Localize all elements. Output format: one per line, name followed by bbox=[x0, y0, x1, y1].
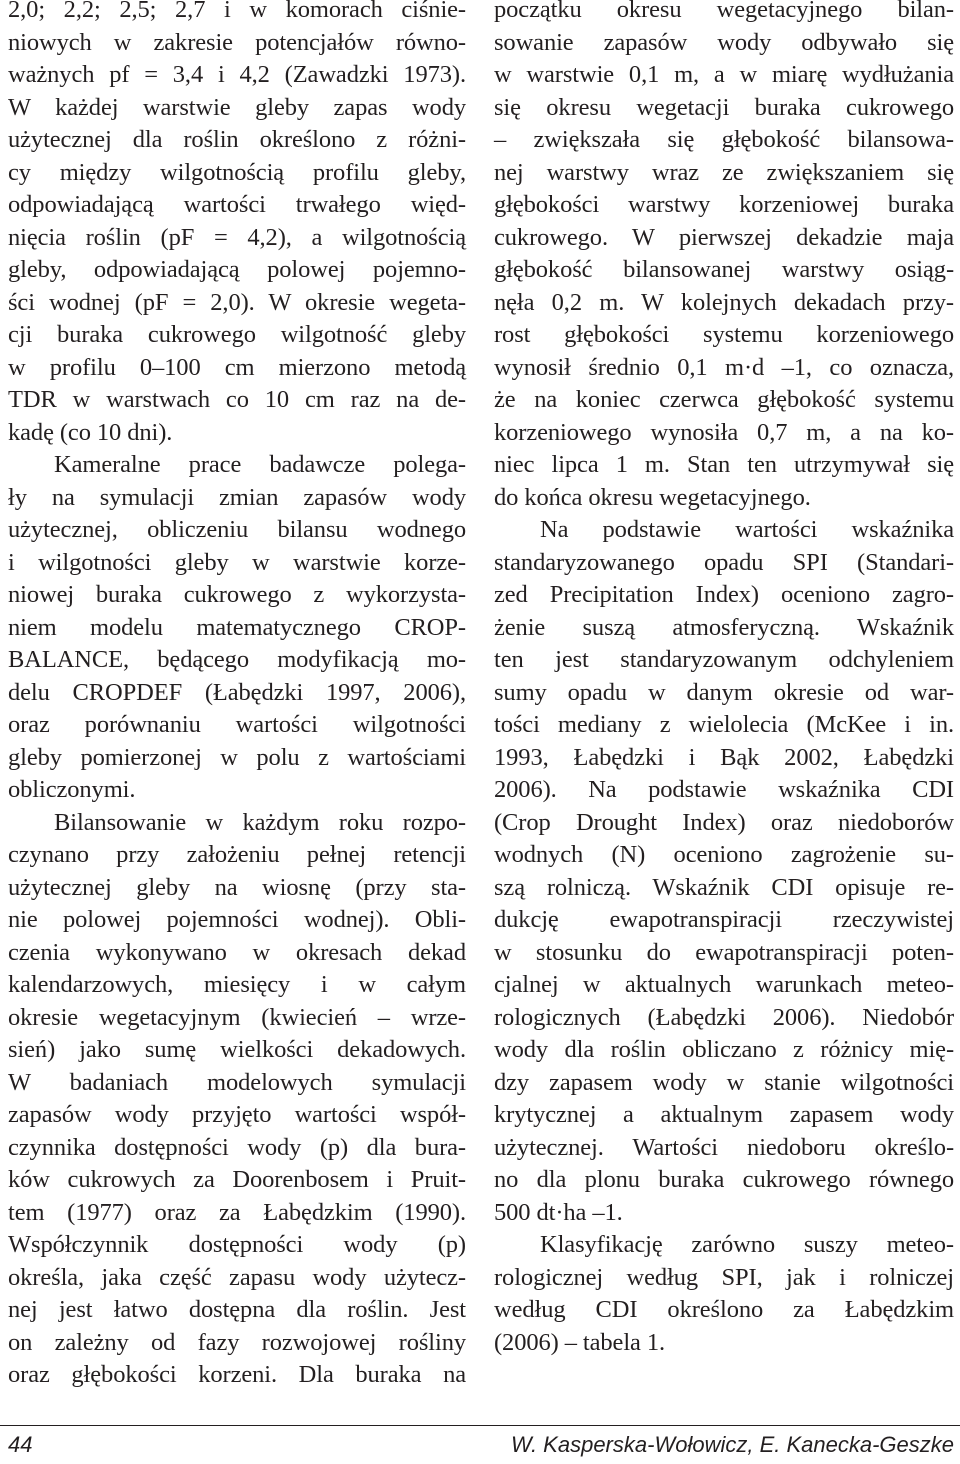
text-line: niowej buraka cukrowego z wykorzysta- bbox=[8, 581, 466, 608]
text-line: rologicznych (Łabędzki 2006). Niedobór bbox=[494, 1003, 954, 1031]
text-line: że na koniec czerwca głębokość systemu bbox=[494, 386, 954, 413]
text-line: krytycznej a aktualnym zapasem wody bbox=[494, 1101, 954, 1128]
text-line: sień) jako sumę wielkości dekadowych. bbox=[8, 1036, 466, 1063]
text-line: TDR w warstwach co 10 cm raz na de- bbox=[8, 386, 466, 413]
text-line: (Crop Drought Index) oraz niedoborów bbox=[494, 808, 954, 836]
text-line: według CDI określono za Łabędzkim bbox=[494, 1296, 954, 1323]
text-line: Współczynnik dostępności wody (p) bbox=[8, 1231, 466, 1258]
text-line: kadę (co 10 dni). bbox=[8, 418, 173, 446]
text-line: oraz porównaniu wartości wilgotności bbox=[8, 711, 466, 738]
text-line: ważnych pf = 3,4 i 4,2 (Zawadzki 1973). bbox=[8, 61, 466, 88]
text-line: Na podstawie wartości wskaźnika bbox=[540, 516, 954, 543]
text-line: sowanie zapasów wody odbywało się bbox=[494, 28, 954, 56]
text-line: głębokość bilansowanej warstwy osiąg- bbox=[494, 256, 954, 283]
text-line: wody dla roślin obliczano z różnicy mię- bbox=[494, 1036, 954, 1063]
text-line: gleby, odpowiadającą polowej pojemno- bbox=[8, 256, 466, 283]
text-line: W każdej warstwie gleby zapas wody bbox=[8, 93, 466, 121]
text-line: w warstwie 0,1 m, a w miarę wydłużania bbox=[494, 61, 954, 88]
text-line: sumy opadu w danym okresie od war- bbox=[494, 678, 954, 706]
text-line: zapasów wody przyjęto wartości współ- bbox=[8, 1101, 466, 1128]
text-line: ków cukrowych za Doorenbosem i Pruit- bbox=[8, 1166, 466, 1193]
text-line: żenie suszą atmosferyczną. Wskaźnik bbox=[494, 613, 954, 641]
text-line: użytecznej. Wartości niedoboru określo- bbox=[494, 1133, 954, 1161]
text-line: okresie wegetacyjnym (kwiecień – wrze- bbox=[8, 1003, 466, 1031]
text-line: użytecznej, obliczeniu bilansu wodnego bbox=[8, 516, 466, 543]
text-line: ły na symulacji zmian zapasów wody bbox=[8, 483, 466, 511]
text-line: się okresu wegetacji buraka cukrowego bbox=[494, 93, 954, 121]
text-line: BALANCE, będącego modyfikacją mo- bbox=[8, 646, 466, 673]
text-line: w stosunku do ewapotranspiracji poten- bbox=[494, 938, 954, 966]
text-line: cji buraka cukrowego wilgotność gleby bbox=[8, 321, 466, 348]
text-line: cy między wilgotnością profilu gleby, bbox=[8, 158, 466, 186]
text-line: korzeniowego wynosiła 0,7 m, a na ko- bbox=[494, 418, 954, 446]
text-line: użytecznej gleby na wiosnę (przy sta- bbox=[8, 873, 466, 901]
text-line: i wilgotności gleby w warstwie korze- bbox=[8, 548, 466, 576]
page-number: 44 bbox=[8, 1432, 33, 1457]
text-line: (2006) – tabela 1. bbox=[494, 1328, 666, 1356]
right-text-column bbox=[494, 0, 954, 1359]
text-line: dzy zapasem wody w stanie wilgotności bbox=[494, 1068, 954, 1096]
text-line: 2,0; 2,2; 2,5; 2,7 i w komorach ciśnie- bbox=[8, 0, 466, 23]
text-line: nięcia roślin (pF = 4,2), a wilgotnością bbox=[8, 223, 466, 251]
text-line: początku okresu wegetacyjnego bilan- bbox=[494, 0, 954, 23]
text-line: głębokości warstwy korzeniowej buraka bbox=[494, 191, 954, 218]
text-line: tem (1977) oraz za Łabędzkim (1990). bbox=[8, 1198, 466, 1226]
text-line: czynano przy założeniu pełnej retencji bbox=[8, 841, 466, 868]
text-line: nej jest łatwo dostępna dla roślin. Jest bbox=[8, 1296, 466, 1323]
text-line: 1993, Łabędzki i Bąk 2002, Łabędzki bbox=[494, 743, 954, 771]
text-line: standaryzowanego opadu SPI (Standari- bbox=[494, 548, 954, 576]
text-line: – zwiększała się głębokość bilansowa- bbox=[494, 126, 954, 153]
text-line: Klasyfikację zarówno suszy meteo- bbox=[540, 1231, 954, 1258]
text-line: cjalnej w aktualnych warunkach meteo- bbox=[494, 971, 954, 998]
text-line: niec lipca 1 m. Stan ten utrzymywał się bbox=[494, 451, 954, 478]
text-line: szą rolniczą. Wskaźnik CDI opisuje re- bbox=[494, 873, 954, 901]
text-line: no dla plonu buraka cukrowego równego bbox=[494, 1166, 954, 1193]
text-line: kalendarzowych, miesięcy i w całym bbox=[8, 971, 466, 998]
text-line: 2006). Na podstawie wskaźnika CDI bbox=[494, 776, 954, 803]
text-line: czenia wykonywano w okresach dekad bbox=[8, 938, 466, 966]
text-line: czynnika dostępności wody (p) dla bura- bbox=[8, 1133, 466, 1161]
text-line: obliczonymi. bbox=[8, 776, 136, 803]
text-line: W badaniach modelowych symulacji bbox=[8, 1068, 466, 1096]
text-line: on zależny od fazy rozwojowej rośliny bbox=[8, 1328, 466, 1356]
text-line: 500 dt·ha –1. bbox=[494, 1198, 623, 1226]
text-line: Bilansowanie w każdym roku rozpo- bbox=[54, 808, 466, 836]
text-line: nęła 0,2 m. W kolejnych dekadach przy- bbox=[494, 288, 954, 316]
text-line: oraz głębokości korzeni. Dla buraka na bbox=[8, 1361, 466, 1388]
text-line: określa, jaka część zapasu wody użytecz- bbox=[8, 1263, 466, 1291]
text-line: do końca okresu wegetacyjnego. bbox=[494, 483, 811, 511]
text-line: rologicznej według SPI, jak i rolniczej bbox=[494, 1263, 954, 1291]
text-line: użytecznej dla roślin określono z różni- bbox=[8, 126, 466, 153]
text-line: niem modelu matematycznego CROP- bbox=[8, 613, 466, 641]
text-line: cukrowego. W pierwszej dekadzie maja bbox=[494, 223, 954, 251]
running-author-footer: W. Kasperska-Wołowicz, E. Kanecka-Geszke bbox=[511, 1432, 954, 1457]
text-line: tości mediany z wielolecia (McKee i in. bbox=[494, 711, 954, 738]
text-line: wodnych (N) oceniono zagrożenie su- bbox=[494, 841, 954, 868]
text-line: nej warstwy wraz ze zwiększaniem się bbox=[494, 158, 954, 186]
text-line: nie polowej pojemności wodnej). Obli- bbox=[8, 906, 466, 933]
text-line: dukcję ewapotranspiracji rzeczywistej bbox=[494, 906, 954, 933]
left-text-column bbox=[8, 0, 466, 1392]
text-line: ści wodnej (pF = 2,0). W okresie wegeta- bbox=[8, 288, 466, 316]
text-line: niowych w zakresie potencjałów równo- bbox=[8, 28, 466, 56]
text-line: odpowiadającą wartości trwałego więd- bbox=[8, 191, 466, 218]
text-line: zed Precipitation Index) oceniono zagro- bbox=[494, 581, 954, 608]
text-line: wynosił średnio 0,1 m·d –1, co oznacza, bbox=[494, 353, 954, 381]
text-line: w profilu 0–100 cm mierzono metodą bbox=[8, 353, 466, 381]
text-line: ten jest standaryzowanym odchyleniem bbox=[494, 646, 954, 673]
text-line: delu CROPDEF (Łabędzki 1997, 2006), bbox=[8, 678, 466, 706]
footer-rule bbox=[0, 1425, 960, 1426]
text-line: gleby pomierzonej w polu z wartościami bbox=[8, 743, 466, 771]
text-line: rost głębokości systemu korzeniowego bbox=[494, 321, 954, 348]
text-line: Kameralne prace badawcze polega- bbox=[54, 451, 466, 478]
